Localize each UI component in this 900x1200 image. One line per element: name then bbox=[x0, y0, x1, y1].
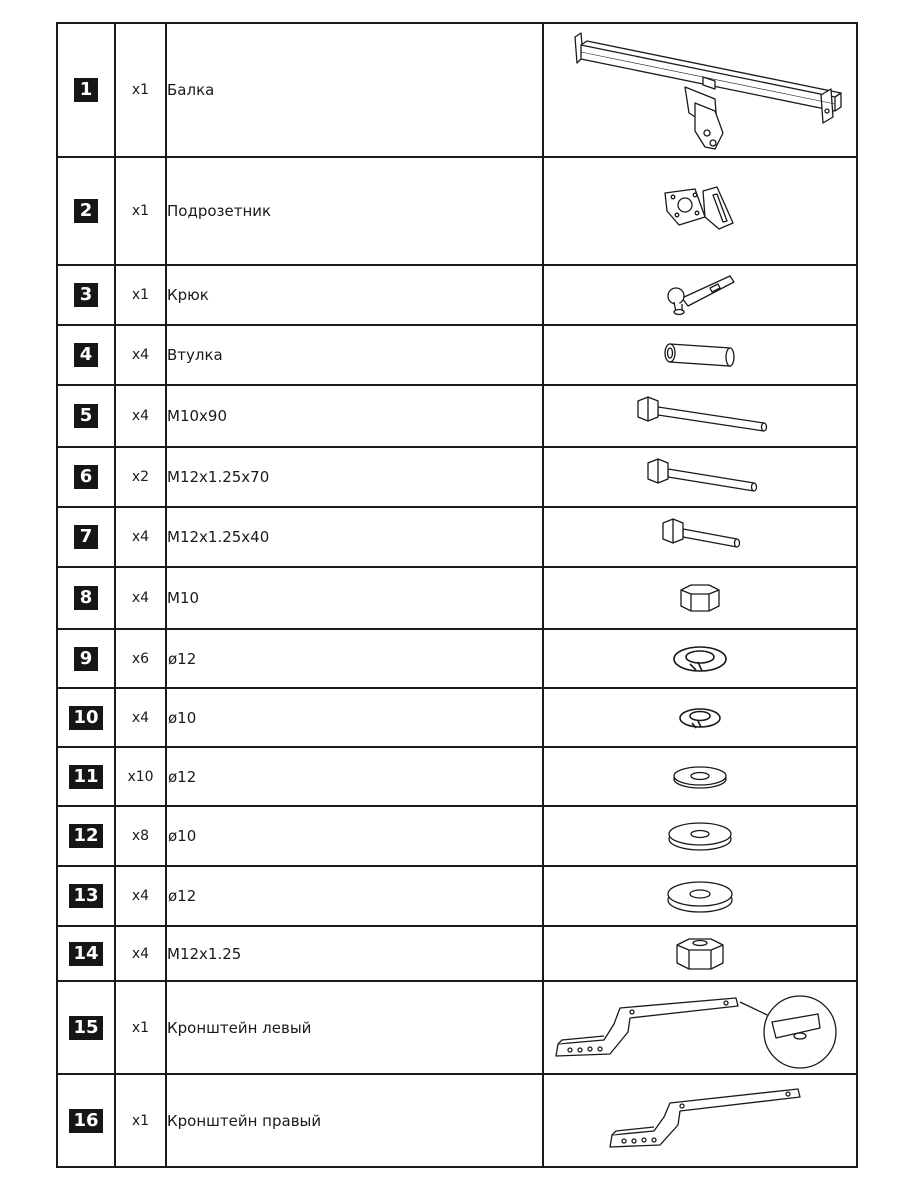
part-name bbox=[166, 806, 543, 866]
part-row-14 bbox=[57, 926, 857, 981]
part-name-text: ø12 bbox=[168, 767, 197, 786]
hex-nut-small-icon bbox=[677, 580, 723, 616]
part-number-badge: 14 bbox=[69, 942, 102, 966]
bolt-short-icon bbox=[657, 517, 743, 557]
part-number-badge: 8 bbox=[74, 586, 98, 610]
flat-washer-medium-icon bbox=[665, 818, 735, 854]
parts-table bbox=[56, 22, 858, 1168]
part-name bbox=[166, 866, 543, 926]
part-number-badge: 6 bbox=[74, 465, 98, 489]
part-number-badge: 9 bbox=[74, 647, 98, 671]
part-name-text: ø10 bbox=[168, 708, 197, 727]
part-row-6 bbox=[57, 447, 857, 507]
part-row-12 bbox=[57, 806, 857, 866]
part-row-5 bbox=[57, 385, 857, 447]
part-name: M12x1.25x40 bbox=[166, 507, 543, 567]
part-quantity: x1 bbox=[115, 265, 166, 325]
part-name: M10 bbox=[166, 567, 543, 629]
part-number-badge: 16 bbox=[69, 1109, 102, 1133]
part-number-badge: 1 bbox=[74, 78, 98, 102]
part-quantity: x4 bbox=[115, 926, 166, 981]
part-number-badge: 4 bbox=[74, 343, 98, 367]
part-row-13 bbox=[57, 866, 857, 926]
part-name-text: ø12 bbox=[168, 887, 197, 905]
part-row-10 bbox=[57, 688, 857, 747]
part-name: Крюк bbox=[166, 265, 543, 325]
part-quantity: x1 bbox=[115, 981, 166, 1074]
part-name-text: ø10 bbox=[168, 827, 197, 845]
part-row-2 bbox=[57, 157, 857, 265]
left-bracket-icon bbox=[550, 984, 850, 1072]
part-name: M10x90 bbox=[166, 385, 543, 447]
bushing-icon bbox=[658, 338, 742, 372]
part-number-badge: 7 bbox=[74, 525, 98, 549]
spring-washer-large-icon bbox=[670, 642, 730, 676]
part-number-badge: 5 bbox=[74, 404, 98, 428]
part-quantity: x4 bbox=[115, 325, 166, 385]
part-row-11 bbox=[57, 747, 857, 806]
part-number-badge: 12 bbox=[69, 824, 102, 848]
part-quantity: x4 bbox=[115, 688, 166, 747]
flat-washer-small-icon bbox=[669, 762, 731, 792]
hex-nut-large-icon bbox=[673, 933, 727, 975]
part-name: Кронштейн правый bbox=[166, 1074, 543, 1167]
socket-bracket-icon bbox=[655, 181, 745, 241]
part-quantity: x2 bbox=[115, 447, 166, 507]
part-number-badge: 15 bbox=[69, 1016, 102, 1040]
part-name: M12x1.25x70 bbox=[166, 447, 543, 507]
part-row-9 bbox=[57, 629, 857, 688]
part-name: Втулка bbox=[166, 325, 543, 385]
part-name: M12x1.25 bbox=[166, 926, 543, 981]
part-name bbox=[166, 747, 543, 806]
tow-ball-hook-icon bbox=[660, 270, 740, 320]
part-quantity: x4 bbox=[115, 567, 166, 629]
part-name bbox=[166, 688, 543, 747]
part-row-3 bbox=[57, 265, 857, 325]
part-quantity: x4 bbox=[115, 385, 166, 447]
bolt-long-icon bbox=[630, 393, 770, 439]
part-quantity: x6 bbox=[115, 629, 166, 688]
part-quantity: x4 bbox=[115, 507, 166, 567]
part-quantity: x1 bbox=[115, 23, 166, 157]
bolt-medium-icon bbox=[640, 455, 760, 499]
part-number-badge: 10 bbox=[69, 706, 102, 730]
right-bracket-icon bbox=[590, 1081, 810, 1161]
part-number-badge: 11 bbox=[69, 765, 102, 789]
part-name: Балка bbox=[166, 23, 543, 157]
part-row-16 bbox=[57, 1074, 857, 1167]
tow-beam-icon bbox=[555, 27, 845, 153]
spring-washer-small-icon bbox=[675, 703, 725, 733]
flat-washer-large-icon bbox=[664, 877, 736, 915]
part-name-text: ø12 bbox=[168, 649, 197, 668]
part-row-1 bbox=[57, 23, 857, 157]
part-row-7 bbox=[57, 507, 857, 567]
part-name bbox=[166, 629, 543, 688]
part-quantity: x1 bbox=[115, 157, 166, 265]
part-number-badge: 3 bbox=[74, 283, 98, 307]
part-row-4 bbox=[57, 325, 857, 385]
part-quantity: x8 bbox=[115, 806, 166, 866]
part-quantity: x4 bbox=[115, 866, 166, 926]
part-name: Кронштейн левый bbox=[166, 981, 543, 1074]
part-row-8 bbox=[57, 567, 857, 629]
part-number-badge: 2 bbox=[74, 199, 98, 223]
part-quantity: x10 bbox=[115, 747, 166, 806]
part-number-badge: 13 bbox=[69, 884, 102, 908]
part-name: Подрозетник bbox=[166, 157, 543, 265]
part-row-15 bbox=[57, 981, 857, 1074]
part-quantity: x1 bbox=[115, 1074, 166, 1167]
